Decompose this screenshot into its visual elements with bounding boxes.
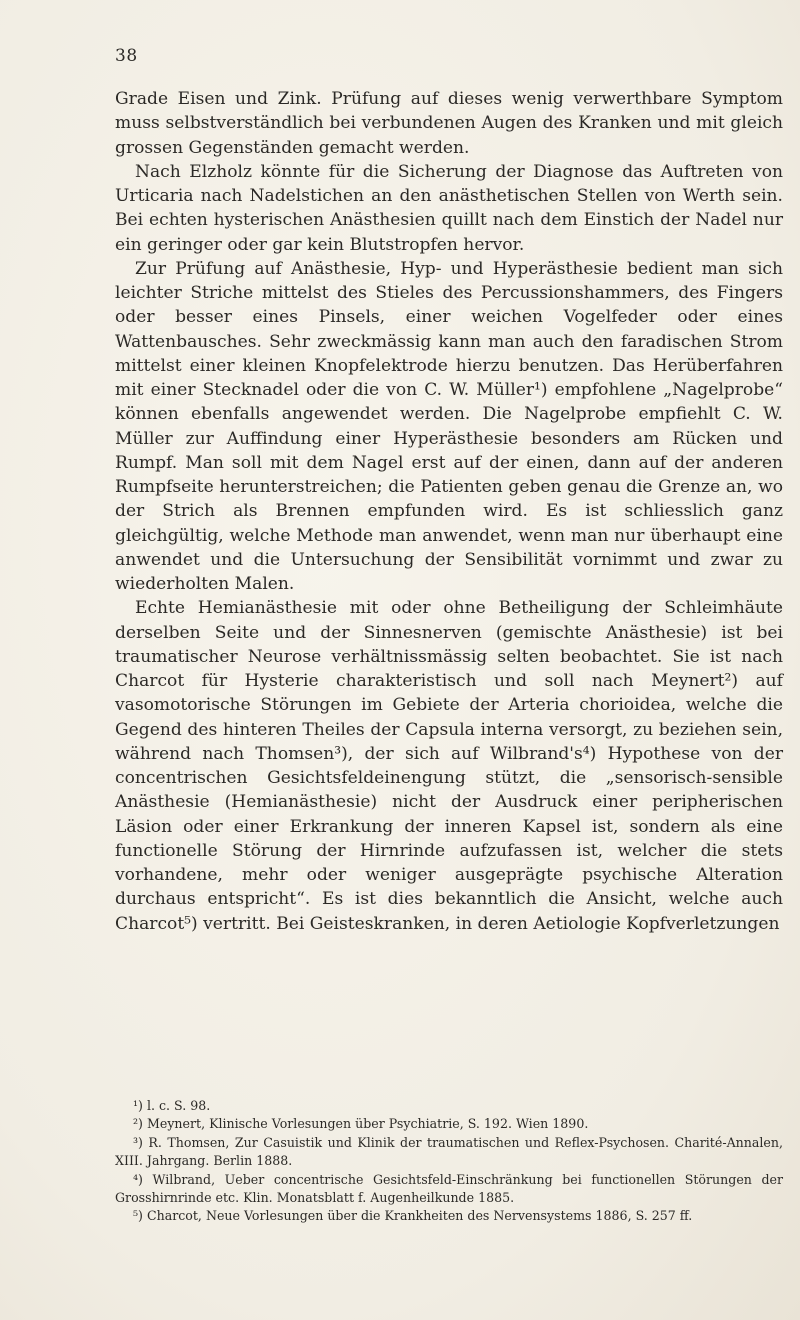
footnote: ¹) l. c. S. 98.: [133, 1098, 211, 1113]
footnote: ³) R. Thomsen, Zur Casuistik und Klinik der traumatischen und Reflex-Psychosen. Charité-Annalen, XIII. Jahrgang. Berlin 1888.: [115, 1134, 783, 1169]
footnote: ⁵) Charcot, Neue Vorlesungen über die Krankheiten des Nervensystems 1886, S. 257 ff.: [133, 1208, 693, 1224]
paragraph: Zur Prüfung auf Anästhesie, Hyp- und Hyperästhesie bedient man sich leichter Striche mittelst des Stieles des Percussionshammers, des Fingers oder besser eines Pinsels, einer weichen Vogelfeder oder eines Wattenbausches. Sehr zweckmässig kann man auch den faradischen Strom mittelst einer kleinen Knopfelektrode hierzu benutzen. Das Herüberfahren mit einer Stecknadel oder die von C. W. Müller¹) empfohlene „Nagelprobe“ können ebenfalls angewendet werden. Die Nagelprobe empfiehlt C. W. Müller zur Auffindung einer Hyperästhesie besonders am Rücken und Rumpf. Man soll mit dem Nagel erst auf der einen, dann auf der anderen Rumpfseite herunterstreichen; die Patienten geben genau die Grenze an, wo der Strich als Brennen empfunden wird. Es ist schliesslich ganz gleichgültig, welche Methode man anwendet, wenn man nur überhaupt eine anwendet und die Untersuchung der Sensibilität vornimmt und zwar zu wiederholten Malen.: [115, 258, 783, 594]
page-number: 38: [115, 46, 138, 66]
footnotes: [115, 1097, 783, 1226]
body-text: [115, 87, 783, 936]
footnote: ⁴) Wilbrand, Ueber concentrische Gesichtsfeld-Einschränkung bei functionellen Störungen der Grosshirnrinde etc. Klin. Monatsblatt f. Augenheilkunde 1885.: [115, 1171, 783, 1206]
paragraph: Grade Eisen und Zink. Prüfung auf dieses wenig verwerthbare Symptom muss selbstverständlich bei verbundenen Augen des Kranken und mit gleich grossen Gegenständen gemacht werden.: [115, 89, 783, 158]
paragraph: Nach Elzholz könnte für die Sicherung der Diagnose das Auftreten von Urticaria nach Nadelstichen an den anästhetischen Stellen von Werth sein. Bei echten hysterischen Anästhesien quillt nach dem Einstich der Nadel nur ein geringer oder gar kein Blutstropfen hervor.: [115, 161, 783, 255]
paragraph: Echte Hemianästhesie mit oder ohne Betheiligung der Schleimhäute derselben Seite und der Sinnesnerven (gemischte Anästhesie) ist bei traumatischer Neurose verhältnissmässig selten beobachtet. Sie ist nach Charcot für Hysterie charakteristisch und soll nach Meynert²) auf vasomotorische Störungen im Gebiete der Arteria chorioidea, welche die Gegend des hinteren Theiles der Capsula interna versorgt, zu beziehen sein, während nach Thomsen³), der sich auf Wilbrand's⁴) Hypothese von der concentrischen Gesichtsfeldeinengung stützt, die „sensorisch-sensible Anästhesie (Hemianästhesie) nicht der Ausdruck einer peripherischen Läsion oder einer Erkrankung der inneren Kapsel ist, sondern als eine functionelle Störung der Hirnrinde aufzufassen ist, welcher die stets vorhandene, mehr oder weniger ausgeprägte psychische Alteration durchaus entspricht“. Es ist dies bekanntlich die Ansicht, welche auch Charcot⁵) vertritt. Bei Geisteskranken, in deren Aetiologie Kopfverletzungen: [115, 598, 783, 934]
footnote: ²) Meynert, Klinische Vorlesungen über Psychiatrie, S. 192. Wien 1890.: [133, 1116, 589, 1132]
